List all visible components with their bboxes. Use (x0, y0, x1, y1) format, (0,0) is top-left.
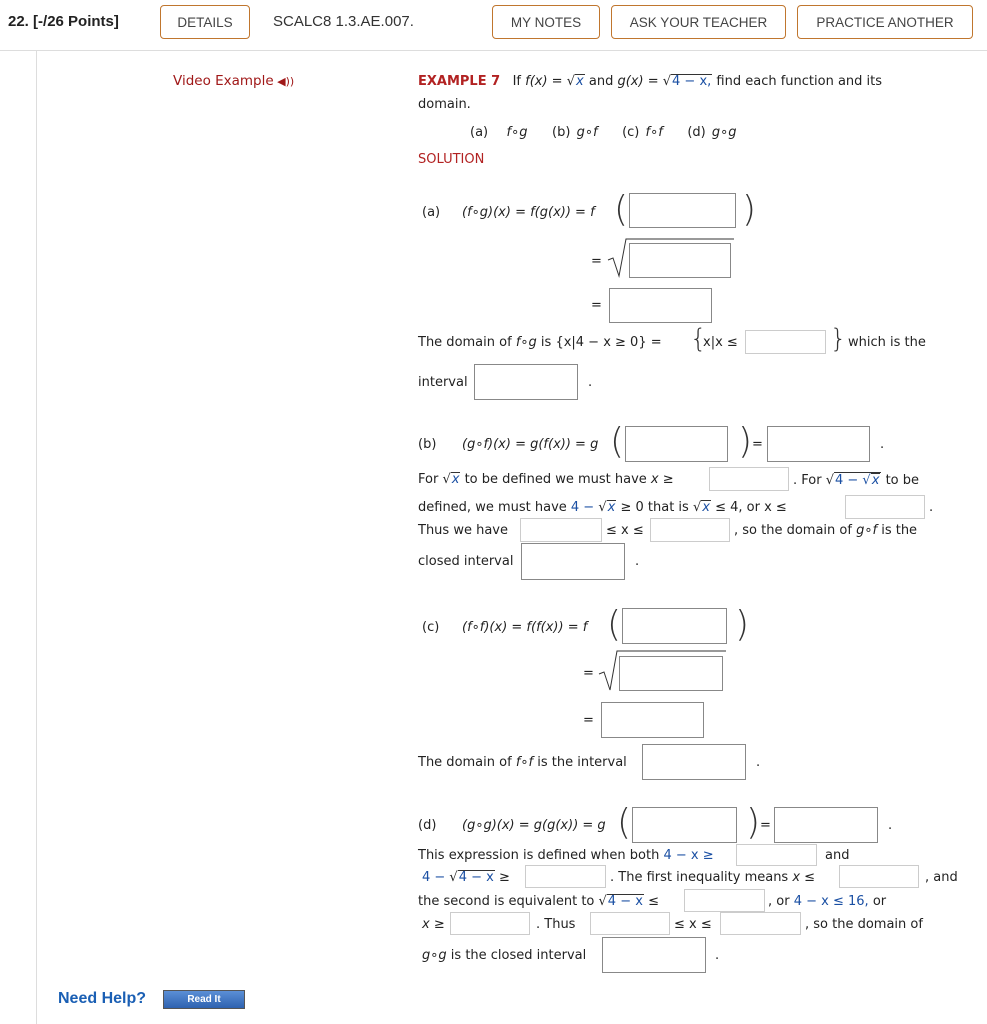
details-button[interactable]: DETAILS (160, 5, 250, 39)
part-d-input-1[interactable] (632, 807, 737, 843)
paren-open: ( (617, 802, 632, 843)
part-b-eq: = (752, 437, 763, 452)
read-it-button[interactable]: Read It (163, 990, 245, 1009)
part-d-period: . (888, 818, 893, 833)
part-a-label: (a) (422, 205, 441, 220)
ask-teacher-button[interactable]: ASK YOUR TEACHER (611, 5, 786, 39)
part-b-period: . (880, 437, 885, 452)
part-a-lhs: (f∘g)(x) = f(g(x)) = f (462, 205, 595, 220)
video-example-link[interactable]: Video Example ◀)) (173, 73, 295, 89)
part-c-domain: The domain of f∘f is the interval (418, 755, 627, 770)
part-b-input-2[interactable] (767, 426, 870, 462)
paren-close: ) (735, 604, 750, 645)
question-number: 22. [-/26 Points] (8, 13, 119, 30)
brace-close: } (830, 324, 847, 354)
part-b-input-3[interactable] (709, 467, 789, 491)
part-b-le-x-le: ≤ x ≤ (606, 523, 644, 538)
part-d-input-6[interactable] (684, 889, 765, 912)
part-d-closed-interval: g∘g is the closed interval (422, 948, 587, 963)
paren-close: ) (742, 189, 757, 230)
part-c-lhs: (f∘f)(x) = f(f(x)) = f (462, 620, 588, 635)
part-d-input-3[interactable] (736, 844, 817, 866)
part-b-input-5[interactable] (520, 518, 602, 542)
practice-another-button[interactable]: PRACTICE ANOTHER (797, 5, 973, 39)
speaker-icon: ◀)) (273, 75, 295, 88)
part-c-input-1[interactable] (622, 608, 727, 644)
part-b-period2: . (635, 554, 640, 569)
part-b-lhs: (g∘f)(x) = g(f(x)) = g (462, 437, 599, 452)
example-intro: EXAMPLE 7 If f(x) = √x and g(x) = √4 − x, find each function and its (418, 74, 883, 89)
part-b-so: , so the domain of g∘f is the (734, 523, 918, 538)
part-a-input-4[interactable] (745, 330, 826, 354)
part-d-x-ge: x ≥ (422, 917, 445, 932)
part-a-input-2[interactable] (629, 243, 731, 278)
part-d-lhs: (g∘g)(x) = g(g(x)) = g (462, 818, 606, 833)
part-d-line3: the second is equivalent to √4 − x ≤ (418, 894, 659, 909)
part-c-period: . (756, 755, 761, 770)
example-parts: (a) f∘g (b) g∘f (c) f∘f (d) g∘g (470, 125, 737, 140)
part-d-line2: 4 − √4 − x ≥ (422, 870, 510, 885)
part-d-comma-and: , and (925, 870, 958, 885)
part-d-eq: = (760, 818, 771, 833)
part-c-input-2[interactable] (619, 656, 723, 691)
brace-open: { (690, 324, 707, 354)
part-d-input-5[interactable] (839, 865, 919, 888)
left-rule (36, 51, 37, 1024)
part-c-input-4[interactable] (642, 744, 746, 780)
part-d-line1: This expression is defined when both 4 − x ≥ (418, 848, 714, 863)
need-help-label: Need Help? (58, 990, 147, 1007)
part-b-input-6[interactable] (650, 518, 730, 542)
part-a-domain-text: The domain of f∘g is {x|4 − x ≥ 0} = (418, 335, 662, 350)
part-c-eq2: = (583, 713, 594, 728)
solution-heading: SOLUTION (418, 152, 485, 167)
part-a-which: which is the (848, 335, 926, 350)
part-d-period2: . (715, 948, 720, 963)
example-domain-word: domain. (418, 97, 471, 112)
part-d-so: , so the domain of (805, 917, 923, 932)
part-d-thus: . Thus (536, 917, 576, 932)
part-b-closed-interval: closed interval (418, 554, 514, 569)
part-d-and: and (825, 848, 850, 863)
paren-open: ( (614, 189, 629, 230)
part-b-line2: defined, we must have 4 − √x ≥ 0 that is √x ≤ 4, or x ≤ (418, 500, 787, 515)
part-b-label: (b) (418, 437, 437, 452)
part-d-or: , or 4 − x ≤ 16, or (768, 894, 887, 909)
part-d-input-2[interactable] (774, 807, 878, 843)
part-c-label: (c) (422, 620, 440, 635)
part-a-input-5[interactable] (474, 364, 578, 400)
part-b-thus: Thus we have (418, 523, 508, 538)
part-a-interval-label: interval (418, 375, 468, 390)
part-d-first-ineq: . The first inequality means x ≤ (610, 870, 816, 885)
part-b-input-7[interactable] (521, 543, 625, 580)
part-d-input-8[interactable] (590, 912, 670, 935)
part-d-le-x-le: ≤ x ≤ (674, 917, 712, 932)
part-d-input-10[interactable] (602, 937, 706, 973)
header-divider (0, 50, 987, 51)
part-a-input-1[interactable] (629, 193, 736, 228)
part-b-line1b: . For √4 − √x to be (793, 473, 919, 488)
part-b-input-1[interactable] (625, 426, 728, 462)
part-b-line1: For √x to be defined we must have x ≥ (418, 472, 674, 487)
part-a-eq1: = (591, 254, 602, 269)
paren-close: ) (746, 802, 761, 843)
part-d-input-7[interactable] (450, 912, 530, 935)
part-a-period: . (588, 375, 593, 390)
paren-open: ( (607, 604, 622, 645)
paren-open: ( (610, 421, 625, 462)
part-a-set: x|x ≤ (703, 335, 738, 350)
part-a-eq2: = (591, 298, 602, 313)
question-code: SCALC8 1.3.AE.007. (273, 13, 414, 30)
my-notes-button[interactable]: MY NOTES (492, 5, 600, 39)
part-a-input-3[interactable] (609, 288, 712, 323)
part-c-input-3[interactable] (601, 702, 704, 738)
part-d-label: (d) (418, 818, 437, 833)
part-b-dot: . (929, 500, 934, 515)
part-d-input-9[interactable] (720, 912, 801, 935)
part-d-input-4[interactable] (525, 865, 606, 888)
paren-close: ) (738, 421, 753, 462)
part-b-input-4[interactable] (845, 495, 925, 519)
part-c-eq1: = (583, 666, 594, 681)
